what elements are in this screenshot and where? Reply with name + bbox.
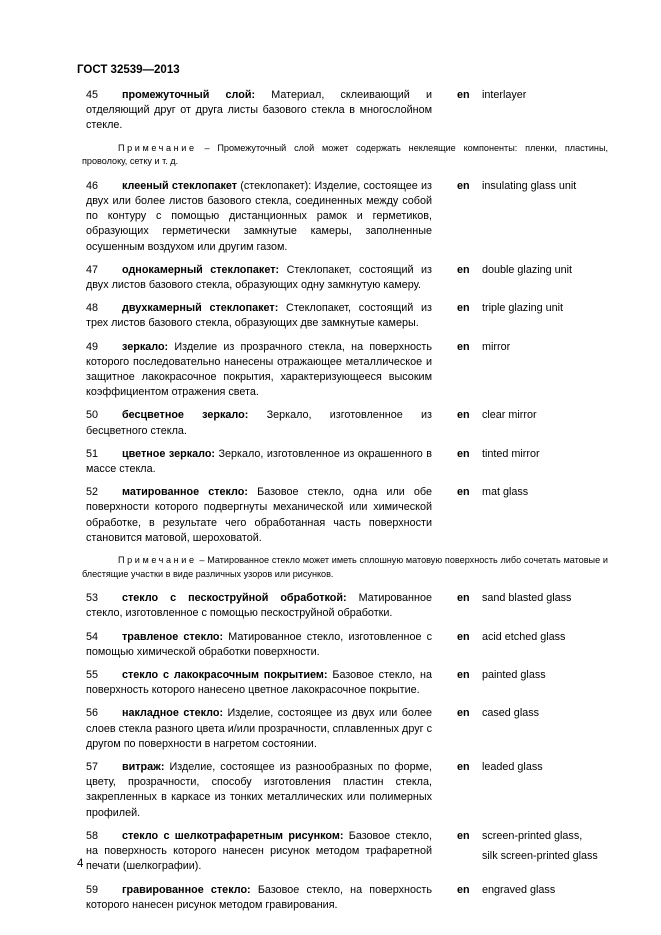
entry-number: 57	[86, 761, 99, 774]
term-entry-46	[86, 179, 606, 255]
document-header: ГОСТ 32539—2013	[77, 64, 180, 76]
english-term: painted glass	[482, 669, 546, 682]
english-term: triple glazing unit	[482, 302, 564, 315]
entry-number: 54	[86, 630, 99, 643]
term-entry-45	[86, 88, 606, 134]
term-name: витраж:	[122, 761, 165, 774]
term-name: клееный стеклопакет	[122, 179, 238, 192]
term-definition: Зеркало, изготовленное из окрашенного в массе стекла.	[86, 447, 433, 476]
note-mat-glass	[82, 554, 608, 581]
english-term: sand blasted glass	[482, 592, 572, 605]
lang-code: en	[457, 447, 470, 460]
entry-number: 56	[86, 707, 99, 720]
lang-code: en	[457, 179, 470, 192]
entry-number: 52	[86, 486, 99, 499]
lang-code: en	[457, 669, 470, 682]
entry-number: 48	[86, 302, 99, 315]
term-entry-57	[86, 760, 606, 821]
term-definition: (стеклопакет): Изделие, состоящее из двух или более листов базового стекла, соединенных между собой по контуру с помощью дистанционных рамок и герметиков, образующих герметически замкнутые камеры, заполненные осушенным воздухом или другим газом.	[86, 179, 432, 253]
term-definition: Базовое стекло, на поверхность которого нанесено цветное лакокрасочное покрытие.	[86, 669, 432, 697]
term-entry-59	[86, 883, 606, 913]
term-name: зеркало:	[122, 340, 169, 353]
term-entry-51	[86, 447, 606, 477]
term-definition: Базовое стекло, на поверхность которого нанесен рисунок методом гравирования.	[86, 883, 432, 911]
term-definition: Базовое стекло, на поверхность которого нанесен рисунок методом трафаретной печати (шелкографии).	[86, 829, 432, 873]
note-label: Примечание	[118, 555, 197, 566]
entry-number: 49	[86, 340, 99, 353]
entry-number: 55	[86, 669, 99, 682]
terms-list	[82, 88, 609, 921]
english-term: mirror	[482, 340, 511, 353]
term-definition: Зеркало, изготовленное из бесцветного стекла.	[86, 409, 432, 437]
term-definition: Изделие из прозрачного стекла, на поверхность которого последовательно нанесены отражающее металлическое и защитное лакокрасочное покрытия, характеризующееся высоким коэффициентом отражения света.	[86, 340, 433, 399]
term-entry-56	[86, 706, 606, 752]
term-name: цветное зеркало:	[122, 447, 216, 460]
term-name: накладное стекло:	[122, 707, 224, 720]
term-entry-55	[86, 668, 606, 698]
term-name: однокамерный стеклопакет:	[122, 263, 280, 276]
english-term: tinted mirror	[482, 447, 540, 460]
lang-code: en	[457, 486, 470, 499]
term-name: двухкамерный стеклопакет:	[122, 302, 279, 315]
entry-number: 58	[86, 829, 99, 842]
english-term: insulating glass unit	[482, 179, 577, 192]
term-entry-50	[86, 408, 606, 438]
term-entry-49	[86, 340, 606, 401]
lang-code: en	[457, 592, 470, 605]
term-definition: Матированное стекло, изготовленное с помощью пескоструйной обработки.	[86, 592, 432, 620]
english-term: acid etched glass	[482, 630, 566, 643]
english-term: screen-printed glass, silk screen-printed glass	[482, 829, 598, 863]
entry-number: 53	[86, 592, 99, 605]
entry-number: 45	[86, 89, 99, 101]
term-name: матированное стекло:	[122, 486, 248, 499]
english-term: cased glass	[482, 707, 540, 720]
entry-number: 50	[86, 409, 99, 422]
english-term: engraved glass	[482, 883, 556, 896]
lang-code: en	[457, 263, 470, 276]
english-term: double glazing unit	[482, 263, 573, 276]
term-name: стекло с шелкотрафаретным рисунком:	[122, 829, 344, 842]
term-name: бесцветное зеркало:	[122, 409, 249, 422]
lang-code: en	[457, 707, 470, 720]
lang-code: en	[457, 89, 470, 101]
term-definition: Изделие, состоящее из разнообразных по форме, цвету, прозрачности, способу изготовления пластин стекла, закрепленных в каркасе из тонких металлических или полимерных профилей.	[86, 761, 433, 819]
term-name: стекло с лакокрасочным покрытием:	[122, 669, 328, 682]
english-term: clear mirror	[482, 409, 537, 422]
term-entry-53	[86, 591, 606, 621]
lang-code: en	[457, 829, 470, 842]
lang-code: en	[457, 302, 470, 315]
term-entry-48	[86, 301, 606, 331]
lang-code: en	[457, 340, 470, 353]
english-term: mat glass	[482, 486, 529, 499]
term-definition: Материал, склеивающий и отделяющий друг от друга листы базового стекла в многослойном стекле.	[86, 89, 432, 132]
term-name: стекло с пескоструйной обработкой:	[122, 592, 347, 605]
term-name: промежуточный слой:	[122, 89, 256, 101]
lang-code: en	[457, 630, 470, 643]
entry-number: 51	[86, 447, 99, 460]
term-entry-52	[86, 485, 606, 546]
term-definition: Стеклопакет, состоящий из трех листов базового стекла, образующих две замкнутые камеры.	[86, 302, 433, 330]
entry-number: 59	[86, 883, 99, 896]
lang-code: en	[457, 761, 470, 774]
lang-code: en	[457, 883, 470, 896]
term-definition: Матированное стекло, изготовленное с помощью химической обработки поверхности.	[86, 630, 432, 658]
note-label: Примечание	[118, 142, 197, 153]
english-term: leaded glass	[482, 761, 543, 774]
term-name: травленое стекло:	[122, 630, 224, 643]
term-definition: Стеклопакет, состоящий из двух листов базового стекла, образующих одну замкнутую камеру.	[86, 263, 433, 292]
page-number: 4	[77, 858, 84, 870]
english-term: interlayer	[482, 89, 527, 101]
term-entry-58	[86, 829, 606, 875]
note-interlayer	[82, 142, 608, 169]
term-entry-47	[86, 263, 606, 293]
entry-number: 47	[86, 263, 99, 276]
term-definition: Базовое стекло, одна или обе поверхности которого подвергнуты механической или химической обработке, в результате чего обработанная часть поверхности становится матовой, шероховатой.	[86, 486, 432, 544]
entry-number: 46	[86, 179, 99, 192]
note-text: – Промежуточный слой может содержать неклеящие компоненты: пленки, пластины, проволоку, сетку и т. д.	[82, 142, 609, 167]
term-definition: Изделие, состоящее из двух или более слоев стекла разного цвета и/или прозрачности, сплавленных друг с другом по поверхности в нагретом состоянии.	[86, 707, 433, 750]
lang-code: en	[457, 409, 470, 422]
term-name: гравированное стекло:	[122, 883, 251, 896]
term-entry-54	[86, 630, 606, 660]
note-text: – Матированное стекло может иметь сплошную матовую поверхность либо сочетать матовые и блестящие участки в виде различных узоров или рисунков.	[82, 555, 608, 579]
